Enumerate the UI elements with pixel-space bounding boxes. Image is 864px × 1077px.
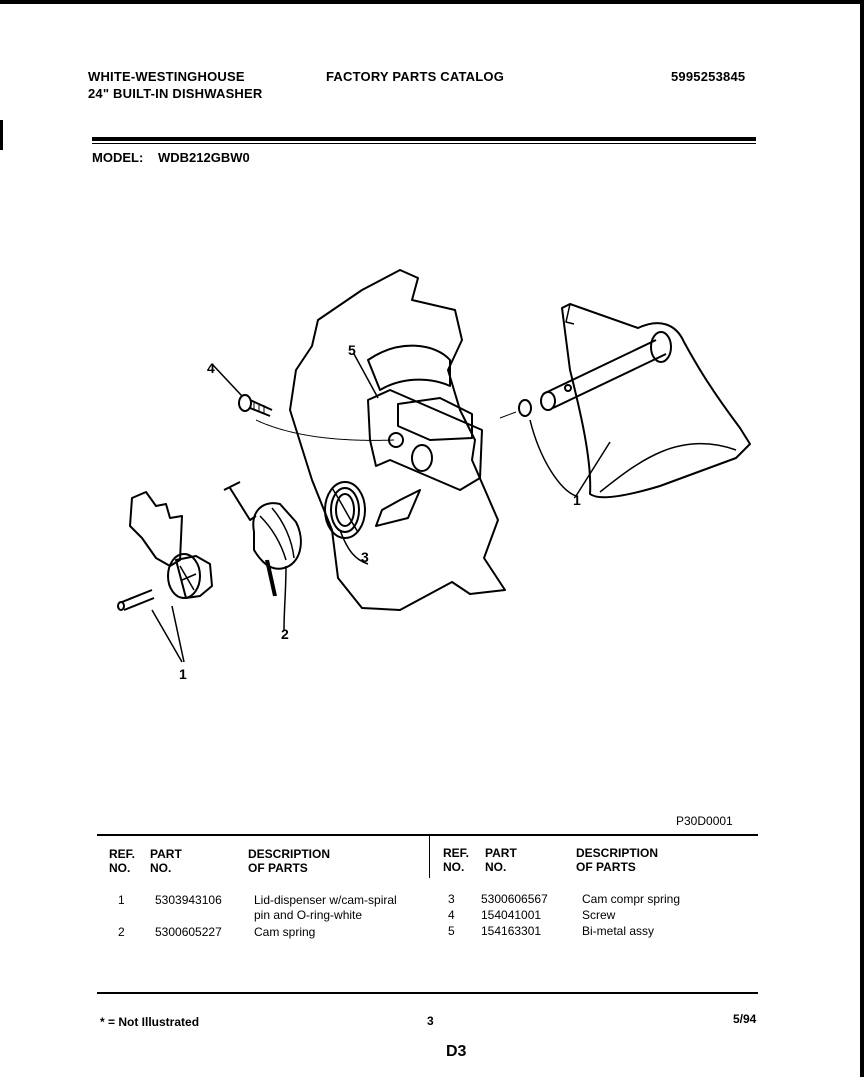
header-ref-left: REF. NO. [109,847,136,875]
brand-name: WHITE-WESTINGHOUSE [88,69,245,84]
page-id: D3 [446,1043,467,1060]
header-part-left: PART NO. [150,847,182,875]
table-row-part: 5300605227 [155,925,222,939]
bracket-tab [376,490,420,526]
callout-4: 4 [207,360,215,376]
header-rule [92,137,756,141]
callout-1-shaft: 1 [573,492,581,508]
scan-mark [0,120,3,150]
bimetal-element [398,398,472,440]
header-rule-thin [92,143,756,144]
table-row-ref: 5 [448,924,455,938]
header-part-right: PART NO. [485,846,517,874]
table-top-rule [97,834,758,836]
table-row-part: 154163301 [481,924,542,938]
table-row-part: 5300606567 [481,892,548,906]
cam-spring-coil [253,503,301,569]
model-line [92,150,250,165]
table-row-desc: Screw [582,908,616,922]
exploded-parts-diagram [100,260,770,710]
callout-5: 5 [348,342,356,358]
model-label: MODEL: [92,150,144,165]
header-desc-right: DESCRIPTION OF PARTS [576,846,659,874]
table-bottom-rule [97,992,758,994]
footer-note: * = Not Illustrated [100,1015,200,1029]
table-row-ref: 2 [118,925,125,939]
callout-3: 3 [361,549,369,565]
screw-shank [250,400,272,416]
table-row-desc: Bi-metal assy [582,924,655,938]
revision-date: 5/94 [733,1012,757,1026]
page-border-right [860,0,864,1077]
table-row-ref: 3 [448,892,455,906]
model-value: WDB212GBW0 [158,150,250,165]
header-desc-left: DESCRIPTION OF PARTS [248,847,331,875]
table-row-desc: Lid-dispenser w/cam-spiral pin and O-ring-white [254,893,397,922]
document-number: 5995253845 [671,69,746,84]
screw-dotted-line [256,420,394,440]
table-row-part: 154041001 [481,908,542,922]
shaft-end [651,332,671,362]
header-brand-block [88,68,262,102]
diagram-code: P30D0001 [676,814,733,828]
table-row-part: 5303943106 [155,893,222,907]
table-row-desc: Cam compr spring [582,892,681,906]
callout-1-cam: 1 [179,666,187,682]
lid-shaft [543,340,666,408]
o-ring [519,400,531,416]
table-row-ref: 4 [448,908,455,922]
catalog-title: FACTORY PARTS CATALOG [326,69,505,84]
page-number: 3 [427,1014,434,1028]
product-name: 24" BUILT-IN DISHWASHER [88,86,263,101]
lid-dispenser-cam [130,492,182,566]
screw-head [239,395,251,411]
inner-recess [368,346,450,390]
diagram-drawing [100,260,770,710]
dispenser-housing-outline [290,270,505,610]
table-column-divider [429,836,430,878]
callout-2: 2 [281,626,289,642]
table-row-ref: 1 [118,893,125,907]
header-ref-right: REF. NO. [443,846,470,874]
page-border-top [0,0,864,4]
cam-pin [122,590,154,610]
table-row-desc: Cam spring [254,925,316,939]
